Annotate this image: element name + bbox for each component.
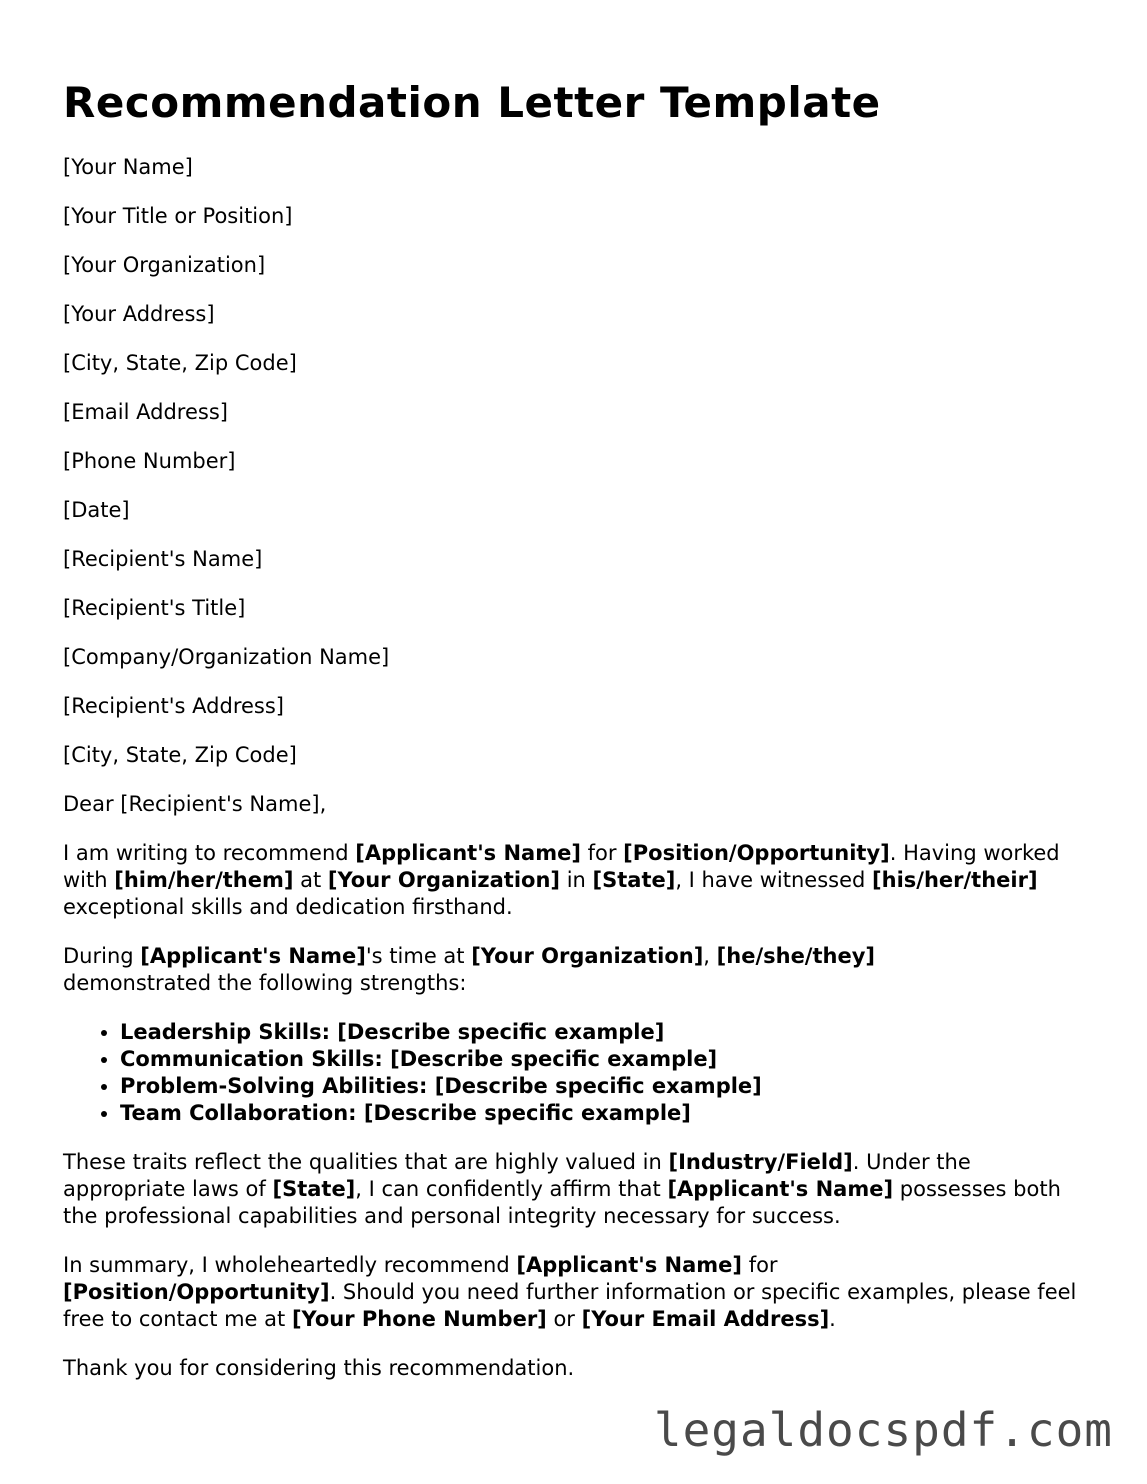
list-item: • Leadership Skills: [Describe specific example] [120,1019,1093,1046]
salutation: Dear [Recipient's Name], [63,792,327,817]
paragraph-introduction: I am writing to recommend [Applicant's Name] for [Position/Opportunity]. Having worked with [him/her/them] at [Your Organization] in [State], I have witnessed [his/her/their] exceptional skills and dedication firsthand. [63,841,1060,920]
paragraph-summary: In summary, I wholeheartedly recommend [Applicant's Name] for [Position/Opportunity]. Should you need further information or specific examples, please feel free to contact me at [Your Phone Number] or [Your Email Address]. [63,1253,1077,1332]
sender-phone: [Phone Number] [63,449,236,474]
list-item: • Team Collaboration: [Describe specific example] [120,1100,1093,1127]
sender-organization: [Your Organization] [63,253,266,278]
recipient-address: [Recipient's Address] [63,694,284,719]
document-page [63,78,1093,1404]
strengths-list [63,1019,1093,1127]
sender-title: [Your Title or Position] [63,204,293,229]
sender-address: [Your Address] [63,302,215,327]
watermark: legaldocspdf.com [653,1403,1113,1457]
recipient-title: [Recipient's Title] [63,596,246,621]
paragraph-qualities: These traits reflect the qualities that are highly valued in [Industry/Field]. Under the appropriate laws of [State], I can confidently affirm that [Applicant's Name] possesses both the professional capabilities and personal integrity necessary for success. [63,1150,1061,1229]
list-item: • Communication Skills: [Describe specific example] [120,1046,1093,1073]
sender-name: [Your Name] [63,155,193,180]
sender-city-state-zip: [City, State, Zip Code] [63,351,297,376]
letter-date: [Date] [63,498,130,523]
recipient-name: [Recipient's Name] [63,547,263,572]
recipient-company: [Company/Organization Name] [63,645,390,670]
closing-line: Thank you for considering this recommendation. [63,1356,575,1381]
document-title: Recommendation Letter Template [63,78,881,127]
sender-email: [Email Address] [63,400,228,425]
list-item: • Problem-Solving Abilities: [Describe specific example] [120,1073,1093,1100]
paragraph-strengths-intro: During [Applicant's Name]'s time at [Your Organization], [he/she/they] demonstrated the following strengths: [63,944,875,996]
recipient-city-state-zip: [City, State, Zip Code] [63,743,297,768]
